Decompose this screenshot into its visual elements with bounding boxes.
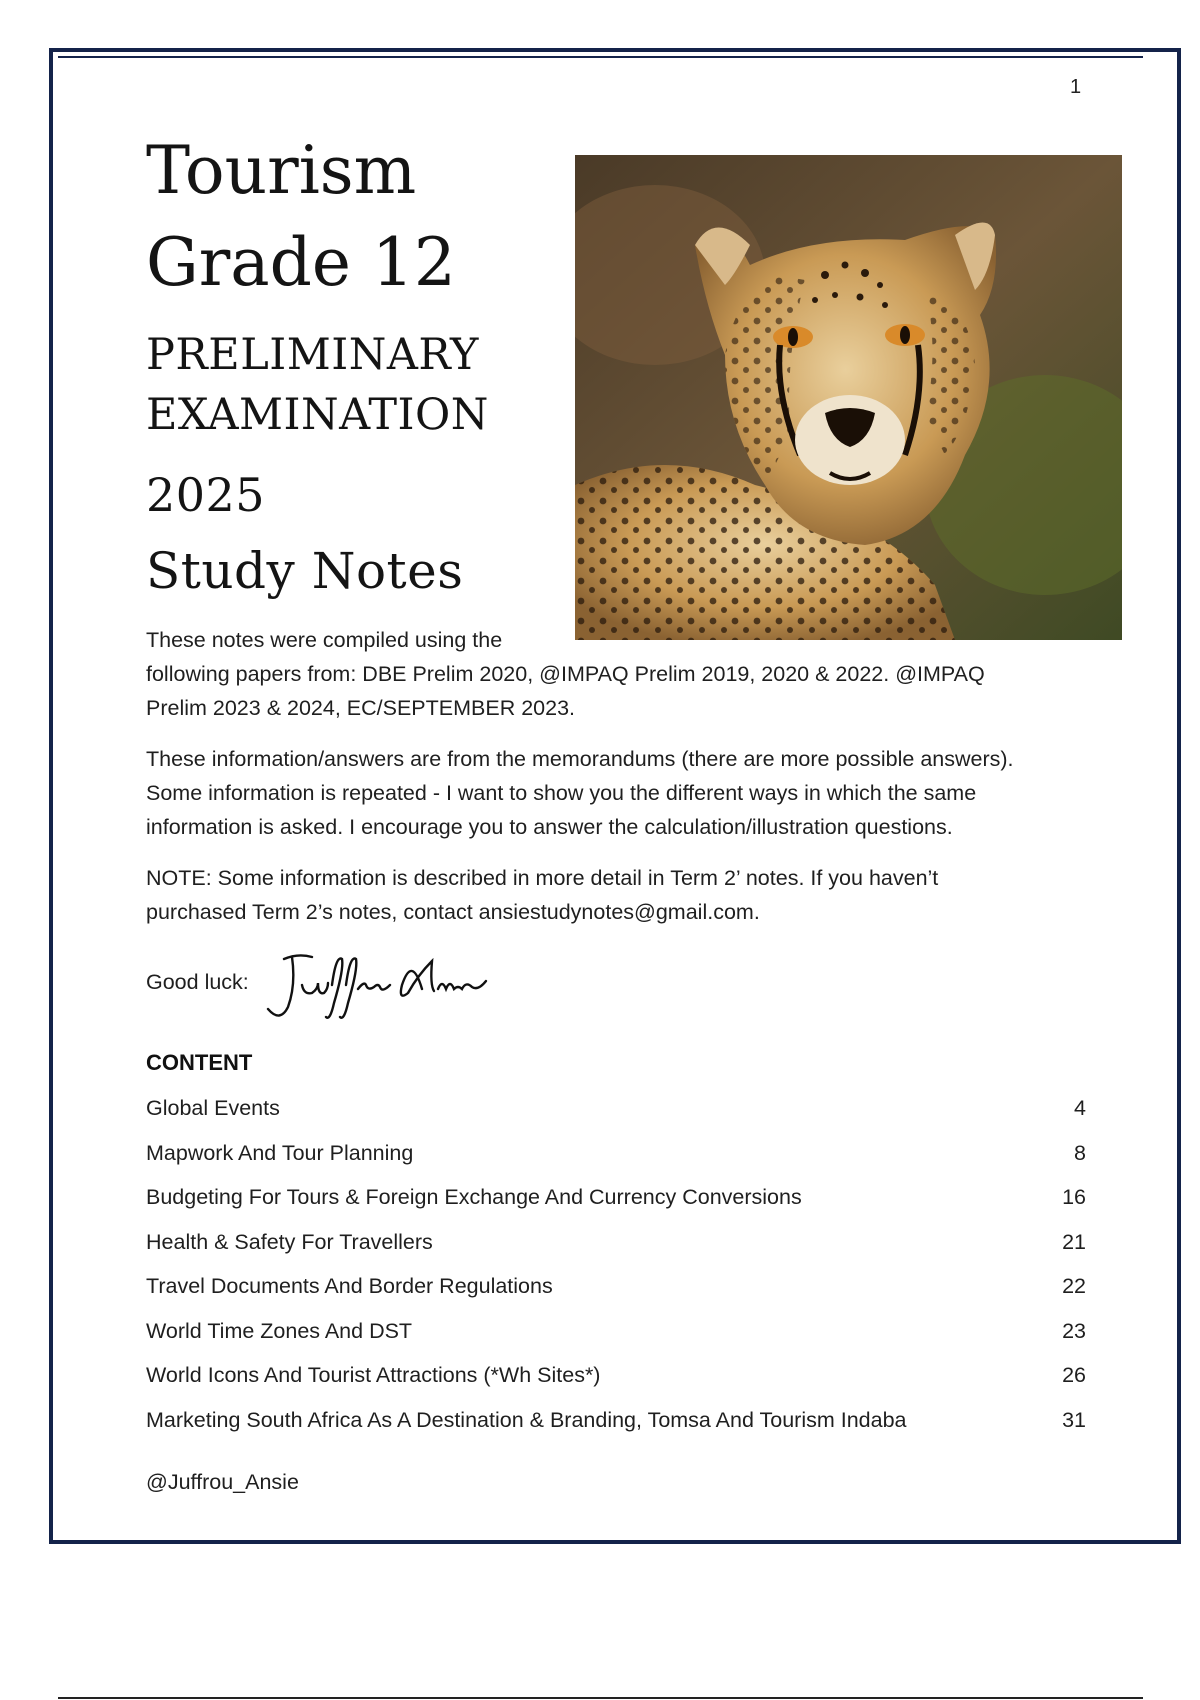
cheetah-illustration (575, 155, 1122, 640)
content-heading: CONTENT (146, 1050, 253, 1075)
note-line: NOTE: Some information is described in more detail in Term 2’ notes. If you haven’t (146, 866, 939, 890)
toc-page-number: 31 (1062, 1407, 1086, 1432)
toc-page-number: 16 (1062, 1185, 1086, 1209)
toc-row[interactable] (146, 1096, 1086, 1141)
note-paragraph (146, 861, 1106, 929)
intro-line: These notes were compiled using the (146, 628, 503, 652)
intro-line: following papers from: DBE Prelim 2020, @IMPAQ Prelim 2019, 2020 & 2022. @IMPAQ (146, 662, 985, 686)
toc-row[interactable] (146, 1141, 1086, 1186)
toc-page-number: 4 (1074, 1096, 1086, 1120)
toc-label: Health & Safety For Travellers (146, 1229, 433, 1254)
toc-row[interactable] (146, 1319, 1086, 1364)
toc-row[interactable] (146, 1408, 1086, 1453)
bottom-rule (58, 1697, 1143, 1699)
toc-page-number: 23 (1062, 1318, 1086, 1343)
top-rule (58, 56, 1143, 58)
toc-page-number: 8 (1074, 1140, 1086, 1165)
toc-row[interactable] (146, 1363, 1086, 1408)
info-line: Some information is repeated - I want to show you the different ways in which the same (146, 781, 977, 805)
info-paragraph (146, 742, 1106, 844)
toc-label: Marketing South Africa As A Destination & Branding, Tomsa And Tourism Indaba (146, 1407, 907, 1432)
cheetah-photo (575, 155, 1122, 640)
intro-paragraph (146, 623, 1106, 725)
subject-title: Tourism (146, 132, 417, 209)
info-line: These information/answers are from the memorandums (there are more possible answers). (146, 747, 1014, 771)
signature-image (262, 945, 494, 1025)
toc-label: Budgeting For Tours & Foreign Exchange And Currency Conversions (146, 1185, 802, 1209)
info-line: information is asked. I encourage you to answer the calculation/illustration questions. (146, 815, 953, 839)
good-luck-label: Good luck: (146, 970, 249, 994)
year-title: 2025 (146, 468, 266, 522)
intro-line: Prelim 2023 & 2024, EC/SEPTEMBER 2023. (146, 696, 576, 720)
toc-page-number: 26 (1062, 1363, 1086, 1387)
toc-label: Travel Documents And Border Regulations (146, 1274, 553, 1298)
toc-row[interactable] (146, 1185, 1086, 1230)
toc-label: World Icons And Tourist Attractions (*Wh Sites*) (146, 1363, 601, 1387)
grade-title: Grade 12 (146, 224, 456, 301)
toc-label: Global Events (146, 1096, 280, 1120)
toc-page-number: 22 (1062, 1274, 1086, 1298)
note-line: purchased Term 2’s notes, contact ansiestudynotes@gmail.com. (146, 900, 760, 924)
toc-label: Mapwork And Tour Planning (146, 1140, 414, 1165)
toc-row[interactable] (146, 1274, 1086, 1319)
toc-row[interactable] (146, 1230, 1086, 1275)
toc-page-number: 21 (1062, 1229, 1086, 1254)
table-of-contents (146, 1096, 1086, 1452)
exam-title-line1: PRELIMINARY (146, 330, 479, 380)
page-number: 1 (1070, 76, 1082, 98)
toc-label: World Time Zones And DST (146, 1318, 413, 1343)
study-notes-title: Study Notes (146, 542, 464, 600)
author-handle: @Juffrou_Ansie (146, 1470, 299, 1494)
exam-title-line2: EXAMINATION (146, 390, 489, 440)
